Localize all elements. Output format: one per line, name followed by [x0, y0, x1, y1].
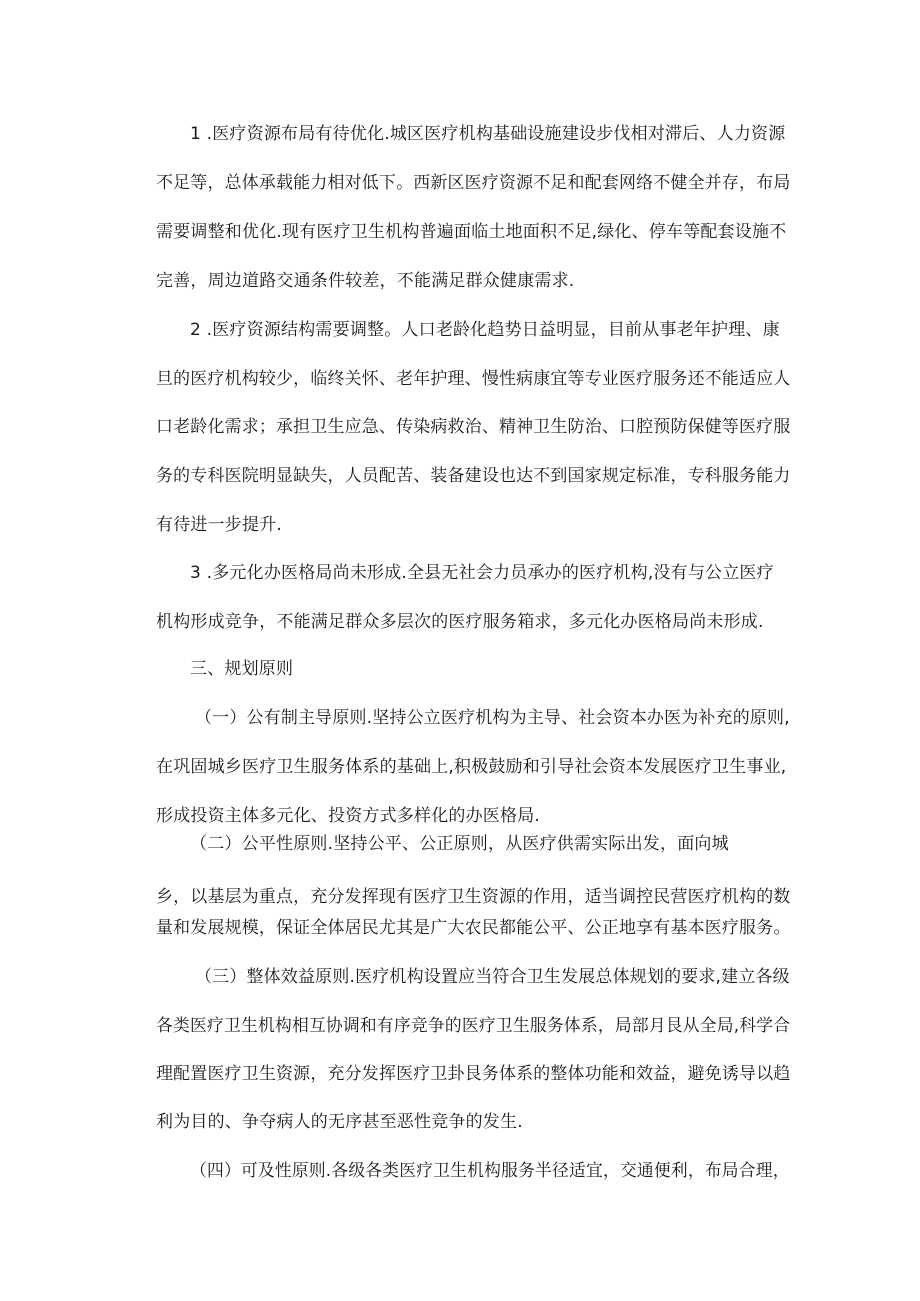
- item-2-line-2: 旦的医疗机构较少，临终关怀、老年护理、慢性病康宜等专业医疗服务还不能适应人: [156, 369, 791, 389]
- section-heading: 三、规划原则: [190, 659, 294, 679]
- item-2-line-3: 口老龄化需求；承担卫生应急、传染病救治、精神卫生防治、口腔预防保健等医疗服: [156, 417, 791, 437]
- item-1-line-2: 不足等，总体承载能力相对低下。西新区医疗资源不足和配套网络不健全并存，布局: [156, 173, 791, 193]
- principle-2-line-2: 乡，以基层为重点，充分发挥现有医疗卫生资源的作用，适当调控民营医疗机构的数: [156, 887, 791, 907]
- item-3-line-2: 机构形成竞争，不能满足群众多层次的医疗服务箱求，多元化办医格局尚未形成.: [156, 612, 764, 632]
- principle-3-line-3: 理配置医疗卫生资源，充分发挥医疗卫卦艮务体系的整体功能和效益，避免诱导以趋: [156, 1064, 791, 1084]
- principle-1-line-3: 形成投资主体多元化、投资方式多样化的办医格局.: [156, 806, 541, 826]
- item-2-line-1: 2 .医疗资源结构需要调整。人口老龄化趋势日益明显，目前从事老年护理、康: [190, 320, 780, 340]
- principle-3-line-1: （三）整体效益原则.医疗机构设置应当符合卫生发展总体规划的要求,建立各级: [195, 967, 790, 987]
- item-1-line-3: 需要调整和优化.现有医疗卫生机构普遍面临土地面积不足,绿化、停车等配套设施不: [156, 222, 787, 242]
- principle-1-line-2: 在巩固城乡医疗卫生服务体系的基础上,积极鼓励和引导社会资本发展医疗卫生事业,: [156, 757, 787, 777]
- principle-2-line-3: 量和发展规模，保证全体居民尤其是广大农民都能公平、公正地享有基本医疗服务。: [156, 918, 791, 938]
- item-1-line-4: 完善，周边道路交通条件较差，不能满足群众健康需求.: [156, 271, 575, 291]
- item-3-line-1: 3 .多元化办医格局尚未形成.全县无社会力员承办的医疗机构,没有与公立医疗: [190, 563, 774, 583]
- item-2-line-5: 有待进一步提升.: [156, 515, 283, 535]
- principle-3-line-4: 利为目的、争夺病人的无序甚至恶性竞争的发生.: [156, 1112, 523, 1132]
- principle-3-line-2: 各类医疗卫生机构相互协调和有序竞争的医疗卫生服务体系，局部月艮从全局,科学合: [156, 1016, 791, 1036]
- principle-1-line-1: （一）公有制主导原则.坚持公立医疗机构为主导、社会资本办医为补充的原则,: [195, 708, 790, 728]
- item-1-line-1: 1 .医疗资源布局有待优化.城区医疗机构基础设施建设步伐相对滞后、人力资源: [190, 124, 786, 144]
- item-2-line-4: 务的专科医院明显缺失，人员配苦、装备建设也达不到国家规定标准，专科服务能力: [156, 466, 791, 486]
- principle-2-line-1: （二）公平性原则.坚持公平、公正原则，从医疗供需实际出发，面向城: [190, 834, 729, 854]
- principle-4-line-1: （四）可及性原则.各级各类医疗卫生机构服务半径适宜，交通便利，布局合理，: [190, 1161, 790, 1181]
